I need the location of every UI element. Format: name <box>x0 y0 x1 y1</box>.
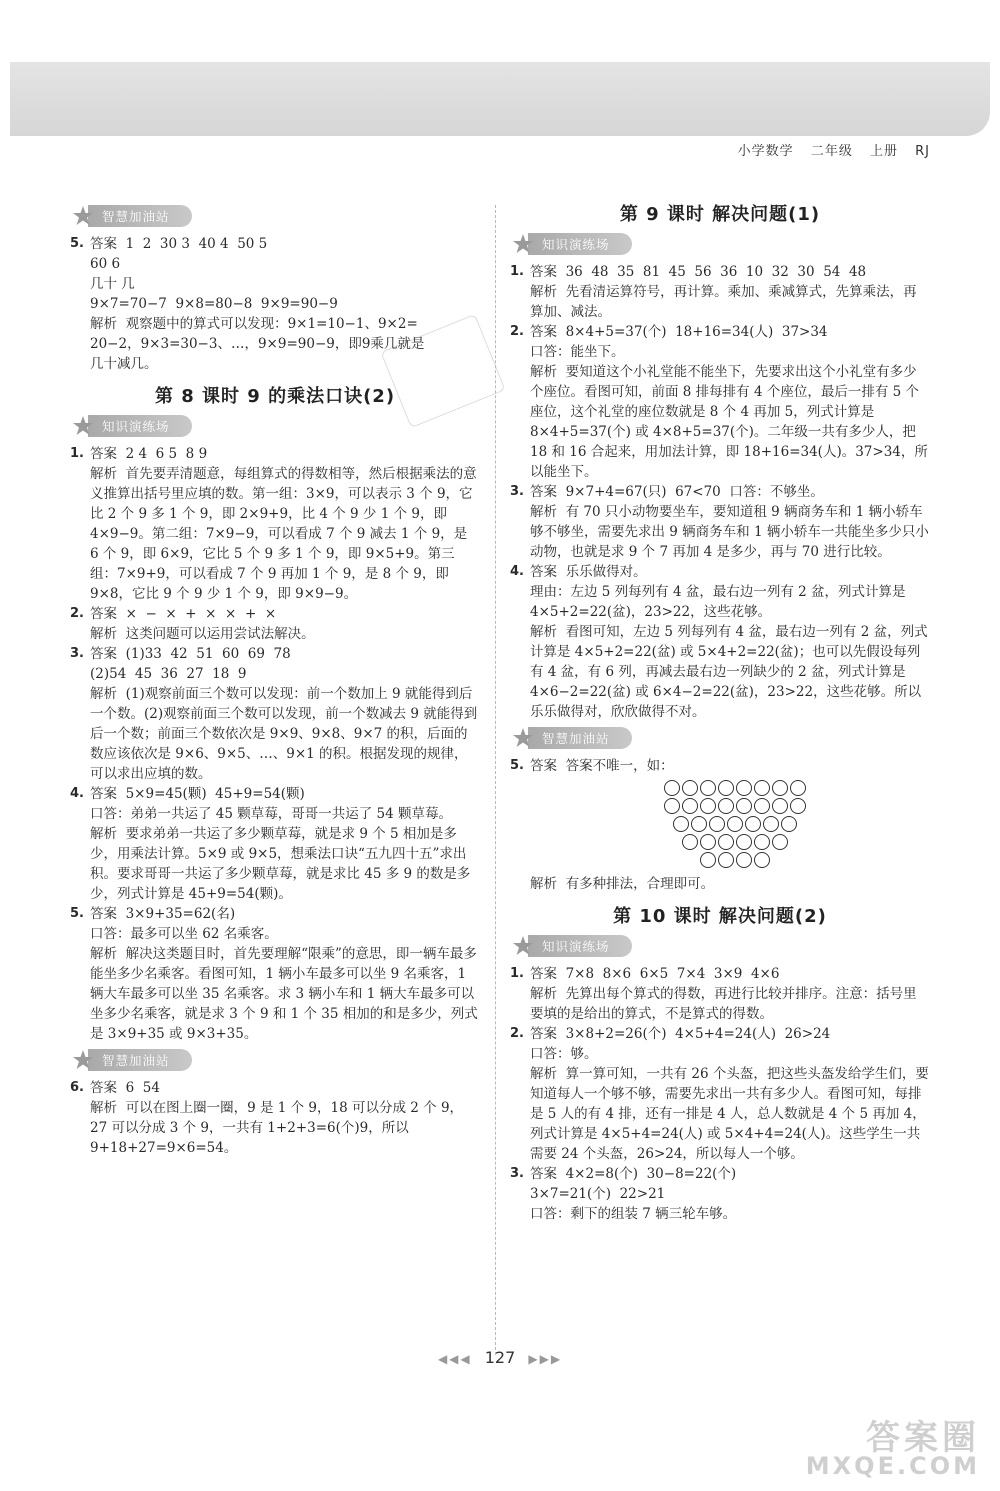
question-number: 5. <box>510 758 524 773</box>
circle-icon <box>718 798 734 814</box>
banner-label: 知识演练场 <box>528 935 632 957</box>
text-line: 理由：左边 5 列每列有 4 盆，最右边一列有 2 盆，列式计算是 4×5+2=22(盆)，23>22，这些花够。 <box>530 584 910 620</box>
text-line: 解析 有 70 只小动物要坐车，要知道租 9 辆商务车和 1 辆小轿车够不够坐，需要先求出 9 辆商务车和 1 辆小轿车一共能坐多少只小动物，也就是求 9 个 7 再加 4 是多少，再与 70 进行比较。 <box>530 504 929 560</box>
text-line: 口答：能坐下。 <box>530 344 625 360</box>
circle-icon <box>745 816 761 832</box>
header-edition: RJ <box>915 144 930 159</box>
circle-icon <box>700 780 716 796</box>
question-item <box>510 322 930 482</box>
next-arrows-icon: ▶▶▶ <box>528 1352 563 1366</box>
circle-icon <box>736 852 752 868</box>
lesson-title-9: 第 9 课时 解决问题(1) <box>619 204 821 225</box>
circle-arrangement <box>660 780 930 870</box>
watermark-url: MXQE.COM <box>805 1452 980 1480</box>
question-body <box>530 1024 930 1164</box>
star-icon <box>72 205 94 227</box>
circle-icon <box>700 834 716 850</box>
question-item <box>510 262 930 322</box>
circle-icon <box>700 798 716 814</box>
question-number: 2. <box>510 1026 524 1041</box>
text-line: 答案 7×8 8×6 6×5 7×4 3×9 4×6 <box>530 966 780 982</box>
star-icon <box>512 727 534 749</box>
circle-icon <box>736 834 752 850</box>
circle-icon <box>754 798 770 814</box>
text-line: 解析 先看清运算符号，再计算。乘加、乘减算式，先算乘法，再算加、减法。 <box>530 284 917 320</box>
question-body <box>90 444 480 604</box>
circle-icon <box>682 780 698 796</box>
text-line: 答案 9×7+4=67(只) 67<70 口答：不够坐。 <box>530 484 824 500</box>
question-number: 1. <box>510 264 524 279</box>
text-line: 9×7=70−7 9×8=80−8 9×9=90−9 <box>90 296 338 312</box>
circle-icon <box>772 834 788 850</box>
circle-row <box>660 834 810 852</box>
header-band <box>10 62 990 136</box>
circle-icon <box>691 816 707 832</box>
question-number: 3. <box>510 1166 524 1181</box>
text-line: 解析 先算出每个算式的得数，再进行比较并排序。注意：括号里要填的是给出的算式，不是算式的得数。 <box>530 986 917 1022</box>
header-info <box>726 140 930 159</box>
question-number: 5. <box>70 236 84 251</box>
page-footer <box>0 1348 1000 1367</box>
circle-icon <box>664 798 680 814</box>
circle-icon <box>682 798 698 814</box>
circle-icon <box>754 780 770 796</box>
text-line: 口答：最多可以坐 62 名乘客。 <box>90 926 278 942</box>
circle-icon <box>673 816 689 832</box>
circle-icon <box>718 780 734 796</box>
watermark-logo: 答案圈 <box>866 1418 980 1458</box>
question-item <box>70 904 480 1044</box>
question-number: 5. <box>70 906 84 921</box>
question-item <box>510 562 930 722</box>
circle-icon <box>700 852 716 868</box>
star-icon <box>72 1049 94 1071</box>
question-6 <box>70 1078 480 1158</box>
question-body <box>530 482 930 562</box>
question-number: 1. <box>70 446 84 461</box>
question-number: 4. <box>70 786 84 801</box>
circle-icon <box>736 798 752 814</box>
question-body <box>90 1078 480 1158</box>
question-body <box>90 784 480 904</box>
lesson-title-8: 第 8 课时 9 的乘法口诀(2) <box>154 386 396 407</box>
circle-icon <box>754 852 770 868</box>
question-body <box>530 756 930 894</box>
text-line: 解析 要知道这个小礼堂能不能坐下，先要求出这个小礼堂有多少个座位。看图可知，前面 8 排每排有 4 个座位，最后一排有 5 个座位，这个礼堂的座位数就是 8 个 4 再加 5，列式计算是 8×4+5=37(个) 或 4×8+5=37(个)。二年级一共有多少人，把 18 和 16 合起来，用加法计算，即 18+16=34(人)。37>34，所以能坐下。 <box>530 364 928 480</box>
text-line: 答案 3×8+2=26(个) 4×5+4=24(人) 26>24 <box>530 1026 831 1042</box>
question-body <box>530 964 930 1024</box>
question-body <box>530 1164 930 1224</box>
text-line: 答案 (1)33 42 51 60 69 78 <box>90 646 291 662</box>
circle-icon <box>790 798 806 814</box>
question-body <box>90 904 480 1044</box>
left-column <box>70 200 480 1158</box>
question-5 <box>70 234 480 374</box>
text-line: 答案 答案不唯一，如： <box>530 758 674 774</box>
text-line: 口答：够。 <box>530 1046 598 1062</box>
text-line: 答案 36 48 35 81 45 56 36 10 32 30 54 48 <box>530 264 867 280</box>
text-line: 答案 8×4+5=37(个) 18+16=34(人) 37>34 <box>530 324 828 340</box>
text-line: 解析 要求弟弟一共运了多少颗草莓，就是求 9 个 5 相加是多少，用乘法计算。5×9 或 9×5，想乘法口诀“五九四十五”求出积。要求哥哥一共运了多少颗草莓，就是求比 45 多 9 的数是多少，列式计算是 45+9=54(颗)。 <box>90 826 471 902</box>
question-number: 3. <box>510 484 524 499</box>
star-icon <box>512 233 534 255</box>
right-questions <box>510 262 930 722</box>
question-number: 3. <box>70 646 84 661</box>
question-number: 2. <box>510 324 524 339</box>
text-line: 解析 观察题中的算式可以发现：9×1=10−1、9×2= <box>90 316 418 332</box>
circle-icon <box>718 852 734 868</box>
text-line: 解析 (1)观察前面三个数可以发现：前一个数加上 9 就能得到后一个数。(2)观察前面三个数可以发现，前一个数减去 9 就能得到后一个数；前面三个数依次是 9×9、9×8、9×7 的积，后面的数应该依次是 9×6、9×5、…、9×1 的积。根据发现的规律，可以求出应填的数。 <box>90 686 478 782</box>
star-icon <box>512 935 534 957</box>
circle-icon <box>763 816 779 832</box>
banner-label: 知识演练场 <box>528 233 632 255</box>
question-body <box>90 644 480 784</box>
text-line: 口答：剩下的组装 7 辆三轮车够。 <box>530 1206 737 1222</box>
question-body <box>90 234 480 374</box>
text-line: 口答：弟弟一共运了 45 颗草莓，哥哥一共运了 54 颗草莓。 <box>90 806 453 822</box>
question-number: 4. <box>510 564 524 579</box>
circle-icon <box>727 816 743 832</box>
circle-row <box>660 852 810 870</box>
question-item <box>510 964 930 1024</box>
text-line: 几十减几。 <box>90 356 158 372</box>
circle-icon <box>781 816 797 832</box>
question-number: 6. <box>70 1080 84 1095</box>
circle-icon <box>772 780 788 796</box>
question-body <box>530 262 930 322</box>
star-icon <box>72 415 94 437</box>
question-5-right <box>510 756 930 894</box>
banner-label: 智慧加油站 <box>88 1049 192 1071</box>
text-line: 答案 5×9=45(颗) 45+9=54(颗) <box>90 786 305 802</box>
banner-zhishi <box>512 232 930 256</box>
circle-row <box>660 798 810 816</box>
banner-label: 知识演练场 <box>88 415 192 437</box>
text-line: 答案 2 4 6 5 8 9 <box>90 446 208 462</box>
text-line: 答案 1 2 30 3 40 4 50 5 <box>90 236 268 252</box>
banner-zhihui <box>72 204 480 228</box>
banner-label: 智慧加油站 <box>528 727 632 749</box>
banner-zhihui-2 <box>72 1048 480 1072</box>
text-line: 解析 可以在图上圈一圈，9 是 1 个 9，18 可以分成 2 个 9，27 可以分成 3 个 9，一共有 1+2+3=6(个)9，所以 9+18+27=9×6=54。 <box>90 1100 464 1156</box>
banner-zhishi <box>72 414 480 438</box>
text-line: 解析 有多种排法，合理即可。 <box>530 876 715 892</box>
text-line: 解析 首先要弄清题意，每组算式的得数相等，然后根据乘法的意义推算出括号里应填的数。第一组：3×9，可以表示 3 个 9，它比 2 个 9 多 1 个 9，即 2×9+9，比 4 个 9 少 1 个 9，即 4×9−9。第二组：7×9−9，可以看成 7 个 9 减去 1 个 9，是 6 个 9，即 6×9，它比 5 个 9 多 1 个 9，即 9×5+9。第三组：7×9+9，可以看成 7 个 9 再加 1 个 9，是 8 个 9，即 9×8，它比 9 个 9 少 1 个 9，即 9×9−9。 <box>90 466 477 602</box>
circle-icon <box>736 780 752 796</box>
circle-row <box>660 780 810 798</box>
text-line: 答案 4×2=8(个) 30−8=22(个) <box>530 1166 737 1182</box>
question-item <box>70 644 480 784</box>
text-line: 几十 几 <box>90 276 135 292</box>
circle-icon <box>718 834 734 850</box>
text-line: 60 6 <box>90 256 121 272</box>
question-item <box>510 1024 930 1164</box>
header-subject: 小学数学 <box>737 144 794 159</box>
question-item <box>70 444 480 604</box>
text-line: 解析 解决这类题目时，首先要理解“限乘”的意思，即一辆车最多能坐多少名乘客。看图可知，1 辆小车最多可以坐 9 名乘客，1 辆大车最多可以坐 35 名乘客。求 3 辆小车和 1 辆大车最多可以坐多少名乘客，就是求 3 个 9 和 1 个 35 相加的和是多少，列式是 3×9+35 或 9×3+35。 <box>90 946 478 1042</box>
banner-zhishi <box>512 934 930 958</box>
text-line: 解析 算一算可知，一共有 26 个头盔，把这些头盔发给学生们，要知道每人一个够不够，需要先求出一共有多少人。看图可知，每排是 5 人的有 4 排，还有一排是 4 人，总人数就是 4 个 5 再加 4，列式计算是 4×5+4=24(人) 或 5×4+4=24(人)。这些学生一共需要 24 个头盔，26>24，所以每人一个够。 <box>530 1066 929 1162</box>
circle-icon <box>682 834 698 850</box>
question-number: 2. <box>70 606 84 621</box>
circle-icon <box>709 816 725 832</box>
text-line: 答案 6 54 <box>90 1080 160 1096</box>
header-grade: 二年级 <box>810 144 853 159</box>
text-line: 解析 看图可知，左边 5 列每列有 4 盆，最右边一列有 2 盆，列式计算是 4×5+2=22(盆) 或 5×4+2=22(盆)；也可以先假设每列有 4 盆，有 6 列，再减去最右边一列缺少的 2 盆，列式计算是 4×6−2=22(盆) 或 6×4−2=22(盆)，23>22，这些花够。所以乐乐做得对，欣欣做得不对。 <box>530 624 928 720</box>
prev-arrows-icon: ◀◀◀ <box>437 1352 472 1366</box>
question-item <box>510 482 930 562</box>
circle-icon <box>790 780 806 796</box>
right-questions-2 <box>510 964 930 1224</box>
text-line: 答案 3×9+35=62(名) <box>90 906 236 922</box>
text-line: 20−2，9×3=30−3、…，9×9=90−9，即9乘几就是 <box>90 336 425 352</box>
question-body <box>530 322 930 482</box>
banner-label: 智慧加油站 <box>88 205 192 227</box>
text-line: (2)54 45 36 27 18 9 <box>90 666 247 682</box>
question-number: 1. <box>510 966 524 981</box>
lesson-title-10: 第 10 课时 解决问题(2) <box>613 906 827 927</box>
text-line: 答案 × − × + × × + × <box>90 606 277 622</box>
circle-row <box>660 816 810 834</box>
text-line: 答案 乐乐做得对。 <box>530 564 647 580</box>
question-body <box>90 604 480 644</box>
right-column <box>510 196 930 1224</box>
banner-zhihui <box>512 726 930 750</box>
header-volume: 上册 <box>869 144 898 159</box>
text-line: 3×7=21(个) 22>21 <box>530 1186 666 1202</box>
question-item <box>70 604 480 644</box>
page-number: 127 <box>484 1348 516 1367</box>
question-item <box>70 784 480 904</box>
circle-icon <box>664 780 680 796</box>
circle-icon <box>772 798 788 814</box>
circle-icon <box>754 834 770 850</box>
left-questions <box>70 444 480 1044</box>
text-line: 解析 这类问题可以运用尝试法解决。 <box>90 626 315 642</box>
question-body <box>530 562 930 722</box>
question-item <box>510 1164 930 1224</box>
